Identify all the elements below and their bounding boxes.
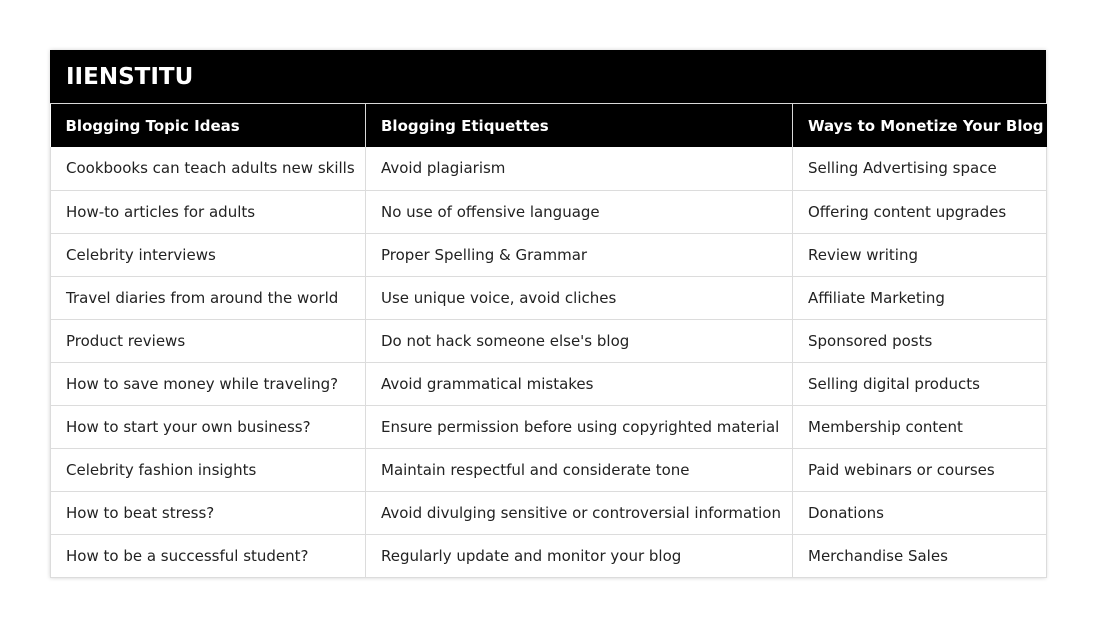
cell-monetize: Sponsored posts	[793, 319, 1047, 362]
cell-etiquette: Use unique voice, avoid cliches	[366, 276, 793, 319]
blog-table	[50, 104, 1047, 578]
cell-topic: Celebrity fashion insights	[51, 448, 366, 491]
cell-monetize: Donations	[793, 491, 1047, 534]
cell-monetize: Merchandise Sales	[793, 534, 1047, 577]
cell-topic: Travel diaries from around the world	[51, 276, 366, 319]
cell-monetize: Affiliate Marketing	[793, 276, 1047, 319]
table-row	[51, 405, 1047, 448]
cell-topic: How to start your own business?	[51, 405, 366, 448]
table-row	[51, 319, 1047, 362]
table-row	[51, 534, 1047, 577]
header-topic-ideas: Blogging Topic Ideas	[51, 104, 366, 147]
cell-topic: Celebrity interviews	[51, 233, 366, 276]
header-row	[51, 104, 1047, 147]
cell-etiquette: No use of offensive language	[366, 190, 793, 233]
cell-topic: How-to articles for adults	[51, 190, 366, 233]
table-row	[51, 491, 1047, 534]
table-row	[51, 190, 1047, 233]
cell-topic: Cookbooks can teach adults new skills	[51, 147, 366, 190]
table-row	[51, 448, 1047, 491]
cell-etiquette: Regularly update and monitor your blog	[366, 534, 793, 577]
cell-topic: Product reviews	[51, 319, 366, 362]
cell-monetize: Review writing	[793, 233, 1047, 276]
cell-etiquette: Avoid plagiarism	[366, 147, 793, 190]
cell-monetize: Selling Advertising space	[793, 147, 1047, 190]
cell-monetize: Offering content upgrades	[793, 190, 1047, 233]
table-row	[51, 362, 1047, 405]
cell-etiquette: Ensure permission before using copyrighted material	[366, 405, 793, 448]
cell-topic: How to be a successful student?	[51, 534, 366, 577]
header-etiquettes: Blogging Etiquettes	[366, 104, 793, 147]
table-row	[51, 233, 1047, 276]
cell-monetize: Membership content	[793, 405, 1047, 448]
cell-etiquette: Avoid grammatical mistakes	[366, 362, 793, 405]
cell-etiquette: Proper Spelling & Grammar	[366, 233, 793, 276]
header-monetize: Ways to Monetize Your Blog	[793, 104, 1047, 147]
cell-etiquette: Avoid divulging sensitive or controversial information	[366, 491, 793, 534]
cell-etiquette: Do not hack someone else's blog	[366, 319, 793, 362]
table-body	[51, 147, 1047, 577]
cell-topic: How to save money while traveling?	[51, 362, 366, 405]
brand-title: IIENSTITU	[50, 50, 1046, 104]
cell-monetize: Selling digital products	[793, 362, 1047, 405]
cell-topic: How to beat stress?	[51, 491, 366, 534]
cell-monetize: Paid webinars or courses	[793, 448, 1047, 491]
blog-table-card	[50, 50, 1046, 578]
cell-etiquette: Maintain respectful and considerate tone	[366, 448, 793, 491]
table-row	[51, 276, 1047, 319]
table-row	[51, 147, 1047, 190]
